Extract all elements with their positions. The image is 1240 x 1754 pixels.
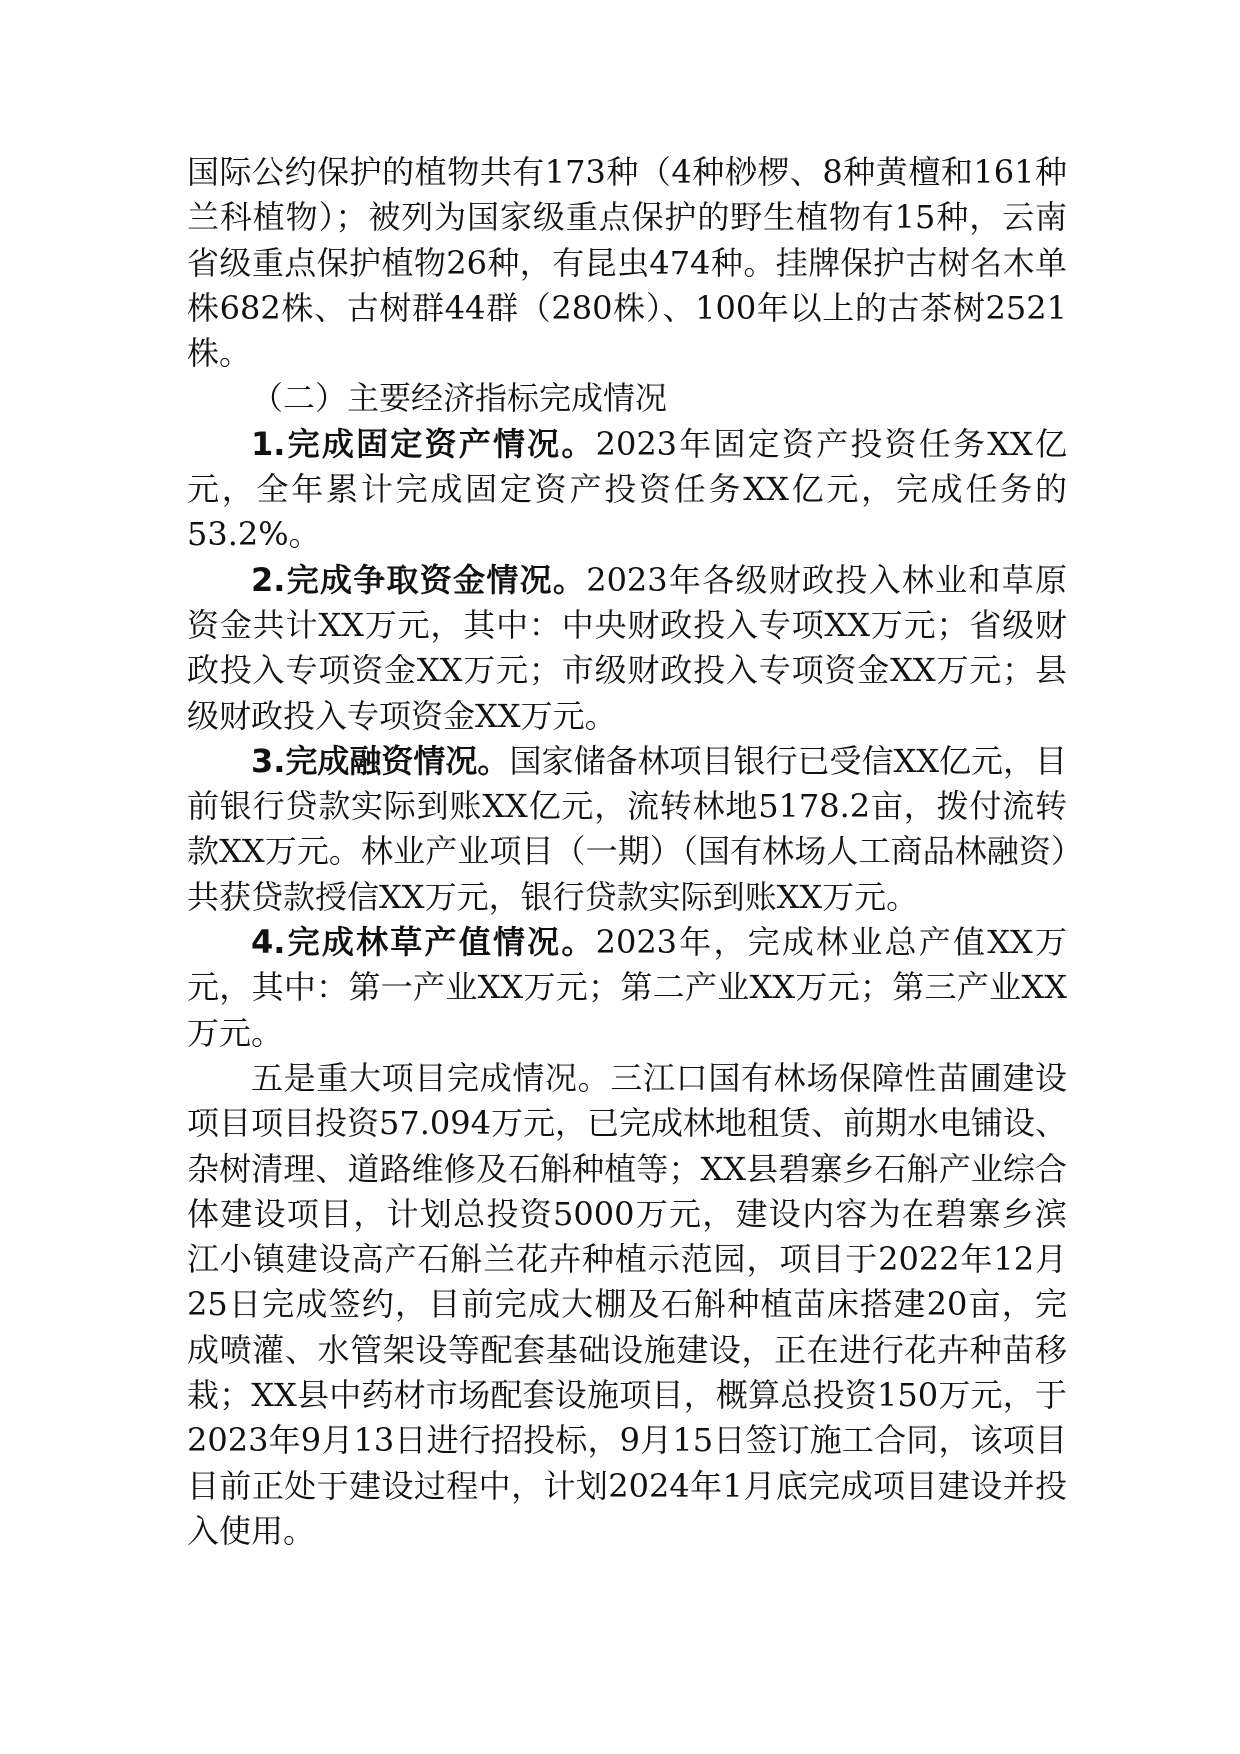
paragraph-text: 2023年各级财政投入林业和草原资金共计XX万元，其中：中央财政投入专项XX万元；省级财政投入专项资金XX万元；市级财政投入专项资金XX万元；县级财政投入专项资金XX万元。: [187, 560, 1067, 735]
paragraph-major-projects: [187, 1056, 1067, 1554]
paragraph-text: 国家储备林项目银行已受信XX亿元，目前银行贷款实际到账XX亿元，流转林地5178.2亩，拨付流转款XX万元。林业产业项目（一期）（国有林场人工商品林融资）共获贷款授信XX万元，银行贷款实际到账XX万元。: [187, 741, 1068, 916]
paragraph-fixed-assets: [187, 422, 1067, 558]
item-heading: 4.完成林草产值情况。: [251, 923, 596, 962]
paragraph-financing: [187, 739, 1067, 920]
paragraph-output-value: [187, 920, 1067, 1056]
paragraph-text: 国际公约保护的植物共有173种（4种桫椤、8种黄檀和161种兰科植物）；被列为国家级重点保护的野生植物有15种，云南省级重点保护植物26种，有昆虫474种。挂牌保护古树名木单株682株、古树群44群（280株）、100年以上的古茶树2521株。: [187, 153, 1067, 373]
paragraph-text: 2023年固定资产投资任务XX亿元，全年累计完成固定资产投资任务XX亿元，完成任务的53.2%。: [187, 424, 1067, 554]
item-heading: 3.完成融资情况。: [251, 741, 510, 780]
section-heading-text: （二）主要经济指标完成情况: [251, 379, 668, 418]
item-heading: 2.完成争取资金情况。: [251, 560, 587, 599]
paragraph-protected-plants: [187, 150, 1067, 376]
item-heading: 1.完成固定资产情况。: [251, 424, 596, 463]
paragraph-funding: [187, 558, 1067, 739]
document-body: [187, 150, 1067, 1554]
section-heading-economic-indicators: [187, 376, 1067, 421]
paragraph-text: 2023年，完成林业总产值XX万元，其中：第一产业XX万元；第二产业XX万元；第三产业XX万元。: [187, 923, 1067, 1052]
paragraph-text: 五是重大项目完成情况。三江口国有林场保障性苗圃建设项目项目投资57.094万元，已完成林地租赁、前期水电铺设、杂树清理、道路维修及石斛种植等；XX县碧寨乡石斛产业综合体建设项目，计划总投资5000万元，建设内容为在碧寨乡滨江小镇建设高产石斛兰花卉种植示范园，项目于2022年12月25日完成签约，目前完成大棚及石斛种植苗床搭建20亩，完成喷灌、水管架设等配套基础设施建设，正在进行花卉种苗移栽；XX县中药材市场配套设施项目，概算总投资150万元，于2023年9月13日进行招投标，9月15日签订施工合同，该项目目前正处于建设过程中，计划2024年1月底完成项目建设并投入使用。: [187, 1058, 1067, 1550]
